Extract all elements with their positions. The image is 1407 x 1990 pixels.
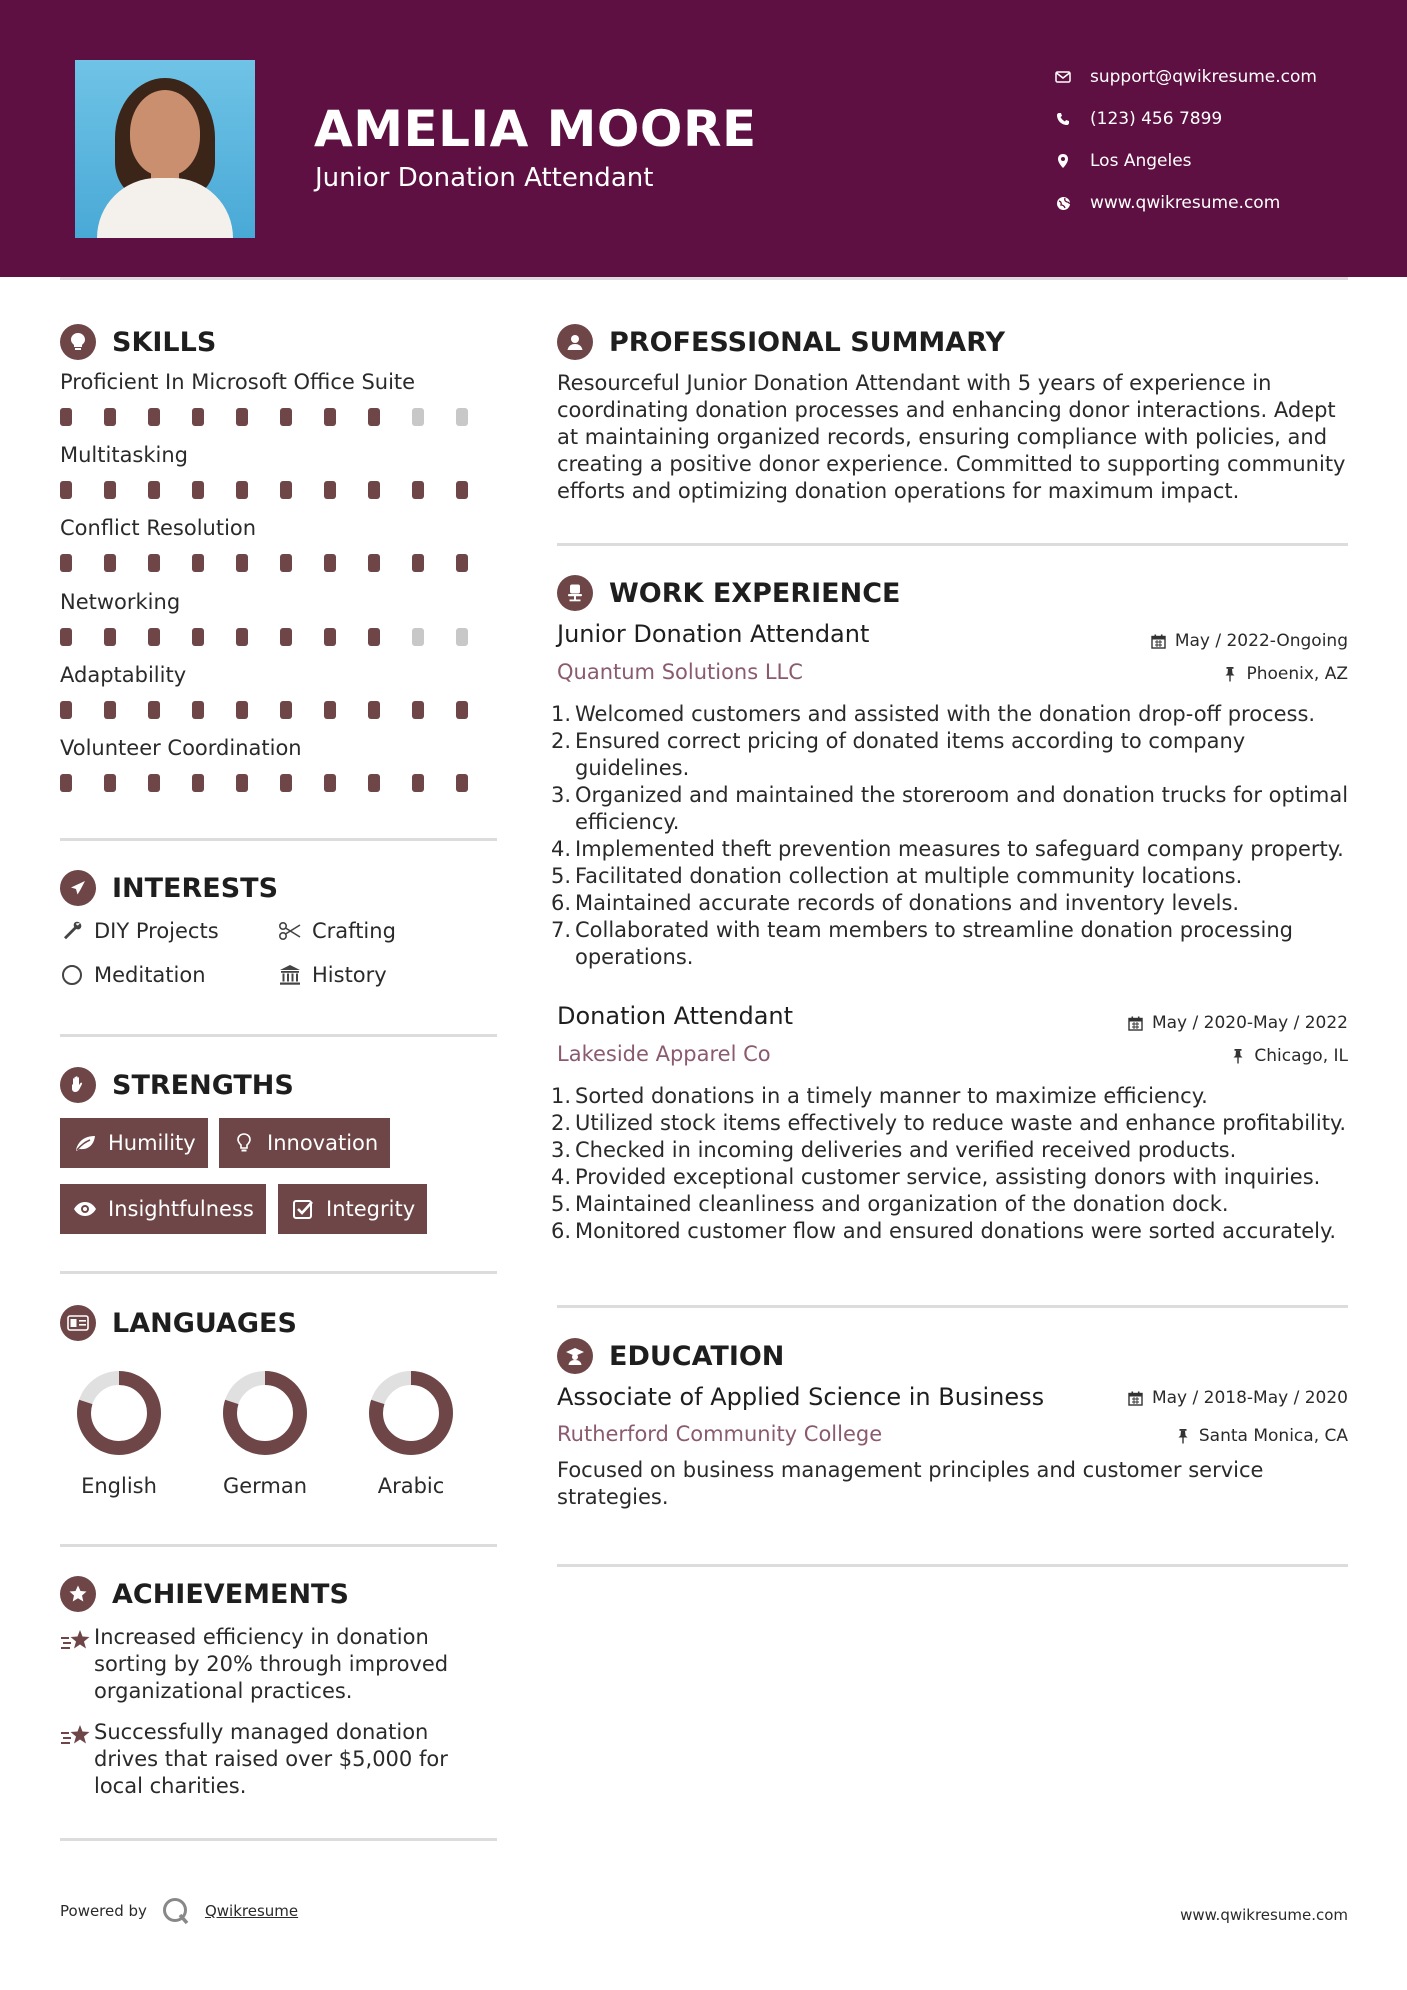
hand-icon [60,1067,96,1103]
skill-rating-dot [368,481,380,499]
job-date [1151,631,1348,651]
pushpin-icon [1222,666,1238,682]
skill-rating-dot [192,554,204,572]
check-square-icon [290,1196,316,1222]
company-name: Quantum Solutions LLC [557,660,803,684]
achievements-heading [60,1576,349,1612]
skill-name: Multitasking [60,443,189,467]
skill-rating-dot [456,774,468,792]
footer-url[interactable]: www.qwikresume.com [1180,1906,1348,1924]
skill-rating-dot [236,481,248,499]
achievement-item [60,1624,480,1705]
skill-rating-dot [412,628,424,646]
skill-rating-dot [236,774,248,792]
section-divider [557,1305,1348,1308]
contact-email[interactable] [1054,56,1317,98]
skills-heading [60,324,216,360]
skill-rating-dot [280,701,292,719]
education-date [1128,1388,1348,1408]
achievement-text: Successfully managed donation drives that raised over $5,000 for local charities. [94,1720,448,1798]
duty-text: Monitored customer flow and ensured donations were sorted accurately. [575,1219,1337,1243]
skill-rating-dot [324,774,336,792]
skill-rating-dot [412,481,424,499]
duty-text: Organized and maintained the storeroom and donation trucks for optimal efficiency. [575,783,1349,834]
skill-rating-dot [324,408,336,426]
list-number: 6. [550,891,571,915]
skill-rating-dot [104,481,116,499]
education-description: Focused on business management principles and customer service strategies. [557,1458,1264,1509]
list-item [549,1083,1349,1110]
interest-label: History [312,963,387,987]
candidate-name: AMELIA MOORE [314,100,757,158]
leaf-icon [72,1130,98,1156]
list-item [549,1137,1349,1164]
footer-branding [60,1896,298,1926]
language-item [346,1368,476,1498]
job-date-text: May / 2022-Ongoing [1174,631,1348,651]
job-location-text: Chicago, IL [1254,1046,1348,1066]
list-item [549,728,1349,782]
list-number: 2. [550,1111,571,1135]
skill-rating-dot [104,554,116,572]
skill-rating-dot [456,481,468,499]
duty-text: Implemented theft prevention measures to safeguard company property. [575,837,1344,861]
skill-rating-dot [148,774,160,792]
list-item [549,836,1349,863]
language-proficiency-ring [366,1368,456,1458]
skill-item [60,590,500,646]
skill-rating-dot [148,701,160,719]
list-item [549,701,1349,728]
skill-rating-dot [280,481,292,499]
duty-text: Maintained accurate records of donations and inventory levels. [575,891,1240,915]
duty-text: Utilized stock items effectively to reduce waste and enhance profitability. [575,1111,1347,1135]
skill-rating-dot [368,408,380,426]
job-duties-list [549,1083,1349,1245]
section-divider [557,543,1348,546]
skill-rating-dot [324,554,336,572]
list-number: 7. [550,918,571,942]
section-divider [60,1034,497,1037]
duty-text: Sorted donations in a timely manner to maximize efficiency. [575,1084,1208,1108]
pushpin-icon [1175,1428,1191,1444]
skill-rating-dot [192,481,204,499]
skill-rating-dot [60,628,72,646]
strength-label: Insightfulness [108,1197,254,1221]
languages-heading [60,1305,297,1341]
list-item [549,1164,1349,1191]
strength-label: Integrity [326,1197,416,1221]
interest-item [60,919,219,943]
interest-label: Meditation [94,963,206,987]
list-item [549,1191,1349,1218]
star-badge-icon [60,1576,96,1612]
duty-text: Welcomed customers and assisted with the donation drop-off process. [575,702,1316,726]
skill-rating-dot [104,701,116,719]
calendar-icon [1128,1390,1144,1406]
user-circle-icon [557,324,593,360]
skill-rating-dot [456,628,468,646]
list-number: 5. [550,1192,571,1216]
office-chair-icon [557,575,593,611]
list-number: 1. [550,702,571,726]
language-item [54,1368,184,1498]
contact-email-text: support@qwikresume.com [1090,67,1317,87]
skill-rating-dot [148,481,160,499]
skill-rating-dot [368,774,380,792]
duty-text: Provided exceptional customer service, assisting donors with inquiries. [575,1165,1321,1189]
list-item [549,890,1349,917]
skill-name: Adaptability [60,663,187,687]
duty-text: Collaborated with team members to streamline donation processing operations. [575,918,1293,969]
achievement-item [60,1719,480,1800]
skill-item [60,370,500,426]
section-divider [557,1564,1348,1567]
scissors-icon [278,919,302,943]
contact-phone-text: (123) 456 7899 [1090,109,1223,129]
strength-label: Humility [108,1131,196,1155]
map-pin-icon [1054,152,1072,170]
job-title: Donation Attendant [557,1002,794,1030]
skill-rating-dot [412,554,424,572]
school-name: Rutherford Community College [557,1422,883,1446]
powered-by-text: Powered by [60,1902,147,1920]
contact-website-text: www.qwikresume.com [1090,193,1281,213]
skill-rating-dot [192,408,204,426]
job-location [1230,1046,1348,1066]
contact-phone[interactable] [1054,98,1317,140]
education-title: EDUCATION [609,1340,785,1372]
skill-rating-dot [104,774,116,792]
list-number: 6. [550,1219,571,1243]
list-number: 4. [550,1165,571,1189]
skill-rating-dot [148,628,160,646]
skill-rating-dot [192,701,204,719]
skill-rating [60,554,500,572]
skill-rating-dot [60,408,72,426]
skill-rating-dot [104,408,116,426]
skill-rating-dot [192,774,204,792]
language-card-icon [60,1305,96,1341]
qwikresume-link[interactable]: Qwikresume [204,1902,299,1920]
strength-chip [278,1184,427,1234]
skill-rating-dot [324,701,336,719]
strengths-title: STRENGTHS [112,1069,294,1101]
skill-rating-dot [60,774,72,792]
skill-rating [60,628,500,646]
skill-rating-dot [368,554,380,572]
list-number: 3. [550,783,571,807]
list-number: 1. [550,1084,571,1108]
language-name: Arabic [377,1474,445,1498]
contact-location-text: Los Angeles [1090,151,1192,171]
skill-rating-dot [456,408,468,426]
job-title: Junior Donation Attendant [557,620,870,648]
section-divider [60,1271,497,1274]
skill-rating-dot [236,628,248,646]
job-duties-list [549,701,1349,971]
skills-title: SKILLS [112,326,217,358]
list-number: 5. [550,864,571,888]
skill-rating [60,774,500,792]
shooting-star-icon [60,1719,94,1800]
summary-title: PROFESSIONAL SUMMARY [609,326,1006,358]
duty-text: Facilitated donation collection at multiple community locations. [575,864,1243,888]
section-divider [60,1838,497,1841]
strength-chip [60,1184,266,1234]
job-date [1128,1013,1348,1033]
skill-rating-dot [412,701,424,719]
degree-title: Associate of Applied Science in Business [557,1383,1045,1411]
graduate-icon [557,1338,593,1374]
list-number: 3. [550,1138,571,1162]
strength-chip [60,1118,208,1168]
list-item [549,863,1349,890]
interests-title: INTERESTS [112,872,279,904]
profile-photo [75,60,255,238]
skill-item [60,736,500,792]
interest-item [278,963,387,987]
calendar-icon [1151,633,1167,649]
globe-icon [1054,194,1072,212]
job-location-text: Phoenix, AZ [1246,664,1348,684]
skill-name: Conflict Resolution [60,516,257,540]
skill-rating-dot [412,774,424,792]
resume-header [0,0,1407,277]
envelope-icon [1054,68,1072,86]
list-number: 4. [550,837,571,861]
duty-text: Maintained cleanliness and organization of the donation dock. [575,1192,1229,1216]
skill-rating-dot [236,701,248,719]
language-name: English [81,1474,157,1498]
interest-label: DIY Projects [94,919,219,943]
contact-info [1054,56,1317,224]
skill-rating [60,481,500,499]
list-item [549,917,1349,971]
interests-heading [60,870,278,906]
shooting-star-icon [60,1624,94,1705]
skill-rating-dot [60,554,72,572]
achievements-title: ACHIEVEMENTS [112,1578,349,1610]
skill-rating-dot [324,628,336,646]
summary-text: Resourceful Junior Donation Attendant with 5 years of experience in coordinating donation processes and enhancing donor interactions. Adept at maintaining organized records, ensuring compliance with policies, and creating a positive donor experience. Committed to supporting community efforts and optimizing donation operations for maximum impact. [557,371,1346,503]
education-location-text: Santa Monica, CA [1198,1426,1348,1446]
list-item [549,782,1349,836]
strength-label: Innovation [267,1131,379,1155]
pushpin-icon [1230,1048,1246,1064]
language-proficiency-ring [74,1368,164,1458]
duty-text: Ensured correct pricing of donated items according to company guidelines. [575,729,1246,780]
skill-rating-dot [456,554,468,572]
interest-item [60,963,206,987]
list-item [549,1218,1349,1245]
skill-name: Networking [60,590,181,614]
interest-item [278,919,396,943]
skill-rating-dot [368,628,380,646]
skill-rating-dot [148,554,160,572]
languages-title: LANGUAGES [112,1307,297,1339]
interest-label: Crafting [312,919,396,943]
skill-rating-dot [236,554,248,572]
job-location [1222,664,1348,684]
experience-title: WORK EXPERIENCE [609,577,901,609]
skill-rating-dot [324,481,336,499]
lightbulb-icon [60,324,96,360]
skill-item [60,443,500,499]
experience-heading [557,575,900,611]
skill-name: Volunteer Coordination [60,736,302,760]
circle-icon [60,963,84,987]
skill-rating-dot [60,701,72,719]
list-number: 2. [550,729,571,753]
lightbulb-icon [231,1130,257,1156]
language-proficiency-ring [220,1368,310,1458]
header-divider [60,277,1348,280]
education-heading [557,1338,784,1374]
phone-icon [1054,110,1072,128]
list-item [549,1110,1349,1137]
section-divider [60,838,497,841]
skill-item [60,516,500,572]
skill-rating-dot [148,408,160,426]
strength-chip [219,1118,390,1168]
skill-rating-dot [60,481,72,499]
skill-rating-dot [104,628,116,646]
summary-heading [557,324,1005,360]
contact-website[interactable] [1054,182,1317,224]
eye-icon [72,1196,98,1222]
language-name: German [222,1474,308,1498]
skill-name: Proficient In Microsoft Office Suite [60,370,416,394]
wrench-icon [60,919,84,943]
strengths-heading [60,1067,294,1103]
job-date-text: May / 2020-May / 2022 [1151,1013,1348,1033]
calendar-icon [1128,1015,1144,1031]
skill-rating-dot [280,554,292,572]
skill-rating-dot [280,774,292,792]
qwikresume-logo-icon [161,1896,191,1926]
institution-icon [278,963,302,987]
skill-rating-dot [368,701,380,719]
paper-plane-icon [60,870,96,906]
skill-rating [60,701,500,719]
skill-rating-dot [236,408,248,426]
skill-rating-dot [280,628,292,646]
skill-item [60,663,500,719]
company-name: Lakeside Apparel Co [557,1042,771,1066]
skill-rating [60,408,500,426]
education-location [1175,1426,1348,1446]
skill-rating-dot [280,408,292,426]
language-item [200,1368,330,1498]
skill-rating-dot [412,408,424,426]
education-date-text: May / 2018-May / 2020 [1151,1388,1348,1408]
achievement-text: Increased efficiency in donation sorting by 20% through improved organizational practices. [94,1625,449,1703]
skill-rating-dot [456,701,468,719]
section-divider [60,1544,497,1547]
candidate-title: Junior Donation Attendant [315,163,654,193]
skill-rating-dot [192,628,204,646]
duty-text: Checked in incoming deliveries and verified received products. [575,1138,1237,1162]
contact-location [1054,140,1317,182]
